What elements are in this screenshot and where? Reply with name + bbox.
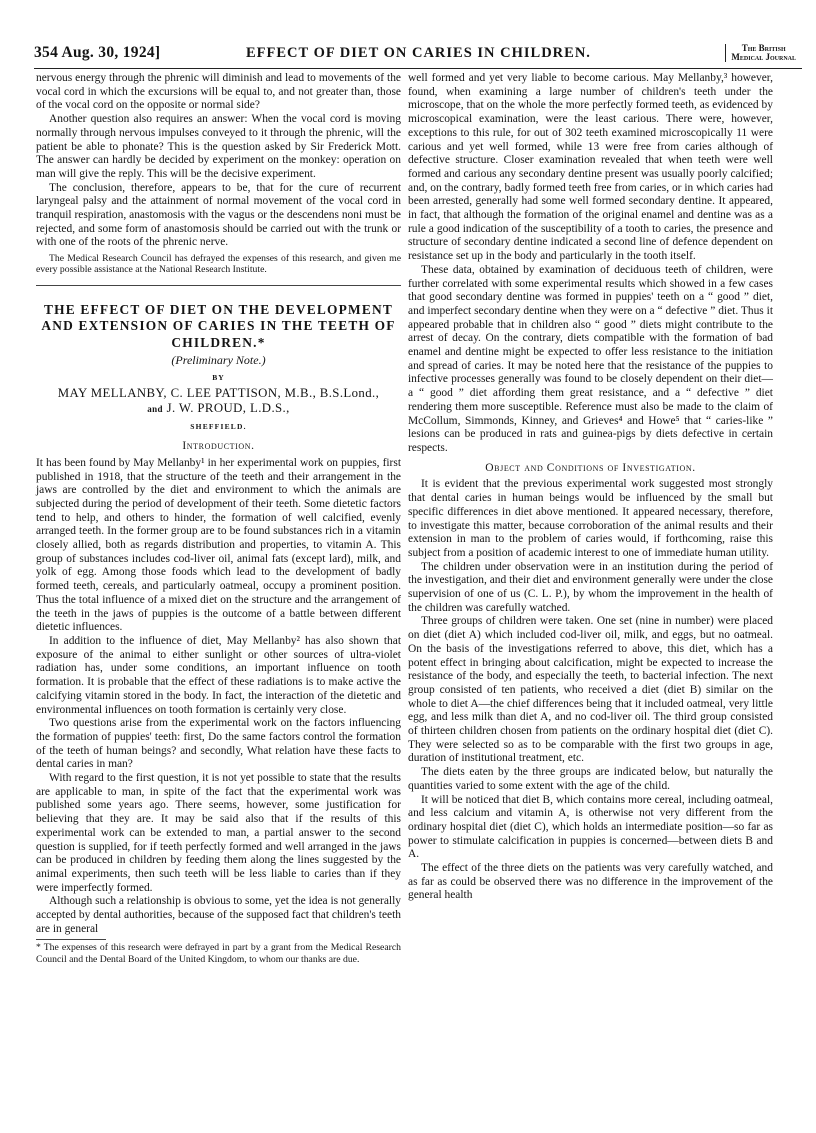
paragraph: The children under observation were in an institution during the period of the investigation, and their diet and environment generally were under the close supervision of one of us (C. L. P.), by whom the improvement in the health of the children was carefully watched.	[408, 560, 773, 614]
journal-name-line2: Medical Journal	[731, 52, 796, 62]
page-number-date: 354 Aug. 30, 1924]	[34, 44, 161, 61]
right-column	[408, 72, 773, 903]
section-divider	[36, 285, 401, 286]
paragraph: The effect of the three diets on the patients was very carefully watched, and as far as could be observed there was no difference in the improvement of the general health	[408, 862, 773, 902]
page-header	[34, 44, 804, 66]
paragraph: The conclusion, therefore, appears to be, that for the cure of recurrent laryngeal palsy and the attainment of normal movement of the vocal cord in tranquil respiration, anastomosis with the vagus or the descendens noni must be rejected, and some form of anastomosis should be carried out with the trunk or with one of the roots of the phrenic nerve.	[36, 181, 401, 249]
paragraph: Three groups of children were taken. One set (nine in number) were placed on diet (diet A) which included cod-liver oil, milk, and eggs, but no oatmeal. On the basis of the investigations referred to above, this diet, which has a potent effect in bringing about calcification, might be expected to increase the resistance of the body, and especially the teeth, to bacterial infection. The next group consisted of ten patients, who received a diet (diet B) similar on the whole to diet A—the chief differences being that it included oatmeal, very little egg, and less milk than diet A, and no cod-liver oil. The third group consisted of thirteen children chosen from patients on the ordinary hospital diet (diet C). They were selected so as to be comparable with the first two groups in age, duration of institutional treatment, etc.	[408, 615, 773, 765]
acknowledgement: The Medical Research Council has defrayed the expenses of this research, and given me every possible assistance at the National Research Institute.	[36, 253, 401, 276]
journal-name	[725, 44, 796, 62]
journal-name-line1: The British	[741, 43, 786, 53]
paragraph: In addition to the influence of diet, May Mellanby² has also shown that exposure of the animal to either sunlight or other sources of ultra-violet radiation has, under some conditions, an important influence on tooth formation. It is probable that the effect of these radiations is to make active the calcifying vitamin stored in the body. In fact, the interaction of the dietetic and environmental influences on tooth formation is certainly very close.	[36, 635, 401, 716]
authors-line2-text: J. W. PROUD, L.D.S.,	[166, 401, 290, 416]
institution-place: SHEFFIELD.	[190, 422, 247, 432]
paragraph: The diets eaten by the three groups are indicated below, but naturally the quantities varied to some extent with the age of the child.	[408, 766, 773, 792]
paragraph: It is evident that the previous experimental work suggested most strongly that dental caries in human beings would be influenced by the small but specific differences in diet above mentioned. It appeared necessary, therefore, to investigate this matter, because corroboration of the animal results and their extension in man to the problem of caries would, if forthcoming, raise this subject from a position of academic interest to one of immediate human utility.	[408, 478, 773, 559]
footnote-rule	[36, 939, 106, 940]
running-title: EFFECT OF DIET ON CARIES IN CHILDREN.	[246, 45, 591, 61]
authors-line2	[36, 401, 401, 417]
authors-and: and	[147, 404, 163, 415]
paragraph: well formed and yet very liable to become carious. May Mellanby,³ however, found, when examining a large number of children's teeth under the microscope, that on the whole the more perfectly formed teeth, as evidenced by microscopical examination, were the least carious. There were, however, exceptions to this rule, for out of 302 teeth examined microscopically 11 were carious and yet well formed, while 13 were free from caries although of defective structure. Closer examination revealed that when teeth were well formed and carious any secondary dentine present was usually poorly calcified; and, on the contrary, badly formed teeth free from caries, or in which caries had been arrested, generally had some well formed secondary dentine. It appeared, in fact, that although the formation of the original enamel and dentine was as a rule a good indication of the susceptibility of a tooth to caries, the presence and structure of secondary dentine indicated a second line of defence dependent on resistance set up in the body and particularly in the tooth itself.	[408, 72, 773, 263]
section-heading-introduction: Introduction.	[182, 440, 255, 453]
authors	[36, 386, 401, 417]
by-line: BY	[212, 372, 225, 382]
paragraph: With regard to the first question, it is not yet possible to state that the results are applicable to man, in spite of the fact that the experimental work was published some years ago. There seems, however, some justification for believing that they are. It may be said also that if the results of this experimental work can be extended to man, a partial answer to the second question is supplied, for if teeth perfectly formed and well arranged in the jaws can be produced in children by feeding them along the lines suggested by the animal experiments, then such teeth will be less liable to caries than if they were imperfectly formed.	[36, 772, 401, 894]
article-title: THE EFFECT OF DIET ON THE DEVELOPMENT AND EXTENSION OF CARIES IN THE TEETH OF CHILDREN.*	[41, 301, 396, 350]
footnote: * The expenses of this research were defrayed in part by a grant from the Medical Research Council and the Dental Board of the United Kingdom, to whom our thanks are due.	[36, 942, 401, 965]
paragraph: Another question also requires an answer: When the vocal cord is moving normally through nervous impulses conveyed to it through the phrenic, will the patient be able to phonate? This is the question asked by Sir Frederick Mott. The answer can hardly be decided by experiment on the monkey: operation on man will give the reply. This will be the decisive experiment.	[36, 113, 401, 180]
paragraph: Two questions arise from the experimental work on the factors influencing the formation of puppies' teeth: first, Do the same factors control the formation of the teeth of human beings? and secondly, What relation have these facts to dental caries in man?	[36, 717, 401, 771]
authors-line1: MAY MELLANBY, C. LEE PATTISON, M.B., B.S.Lond.,	[57, 386, 380, 401]
paragraph: Although such a relationship is obvious to some, yet the idea is not generally accepted by dental authorities, because of the supposed fact that children's teeth are in general	[36, 895, 401, 935]
paragraph: nervous energy through the phrenic will diminish and lead to movements of the vocal cord in which the excursions will be equal to, and not greater than, those of the vocal cord on the opposite or normal side?	[36, 72, 401, 112]
paragraph: It will be noticed that diet B, which contains more cereal, including oatmeal, and less calcium and vitamin A, is otherwise not very different from the ordinary hospital diet (diet C), which holds an intermediate position—so far as power to stimulate calcification in puppies is concerned—between diets B and A.	[408, 793, 773, 861]
left-column	[36, 72, 401, 965]
section-heading-object: Object and Conditions of Investigation.	[485, 461, 696, 474]
paragraph: It has been found by May Mellanby¹ in her experimental work on puppies, first published in 1918, that the structure of the teeth and their arrangement in the jaws are controlled by the diet and environment to which the animals are subjected during the period of development of their teeth. Some dietetic factors tend to help, and others to hinder, the formation of well calcified, evenly arranged teeth. In the former group are to be found substances rich in a vitamin closely allied, both as regards distribution and properties, to vitamin A. This group of substances includes cod-liver oil, animal fats (except lard), milk, and yolk of egg. Among those foods which lead to the development of badly formed teeth, cereals, and particularly oatmeal, occupy a prominent position. Thus the total influence of a mixed diet on the structure and the arrangement of the teeth in the jaws of puppies is the outcome of a battle between different dietetic influences.	[36, 456, 401, 634]
header-rule	[34, 68, 802, 69]
preliminary-note: (Preliminary Note.)	[171, 353, 266, 368]
paragraph: These data, obtained by examination of deciduous teeth of children, were further correlated with some experimental results which showed in a few cases that good secondary dentine was formed in puppies' teeth on a “ good ” diet, and imperfect secondary dentine when they were on a “ defective ” diet. Thus it appeared probable that in children also “ good ” diets might contribute to the arrest of decay. On the contrary, diets compatible with the formation of bad enamel and dentine might be expected to offer less resistance to the initiation and spread of caries. It may be noted here that the resistance of the puppies to infective processes generally was found to be closely dependent on their diet—a “ good ” diet affording them great resistance, and a “ defective ” diet rendering them more susceptible. Reference must also be made to the claim of McCollum, Simmonds, Kinney, and Grieves⁴ and Howe⁵ that “ caries-like ” lesions can be produced in rats and guinea-pigs by diets defective in certain respects.	[408, 263, 773, 454]
